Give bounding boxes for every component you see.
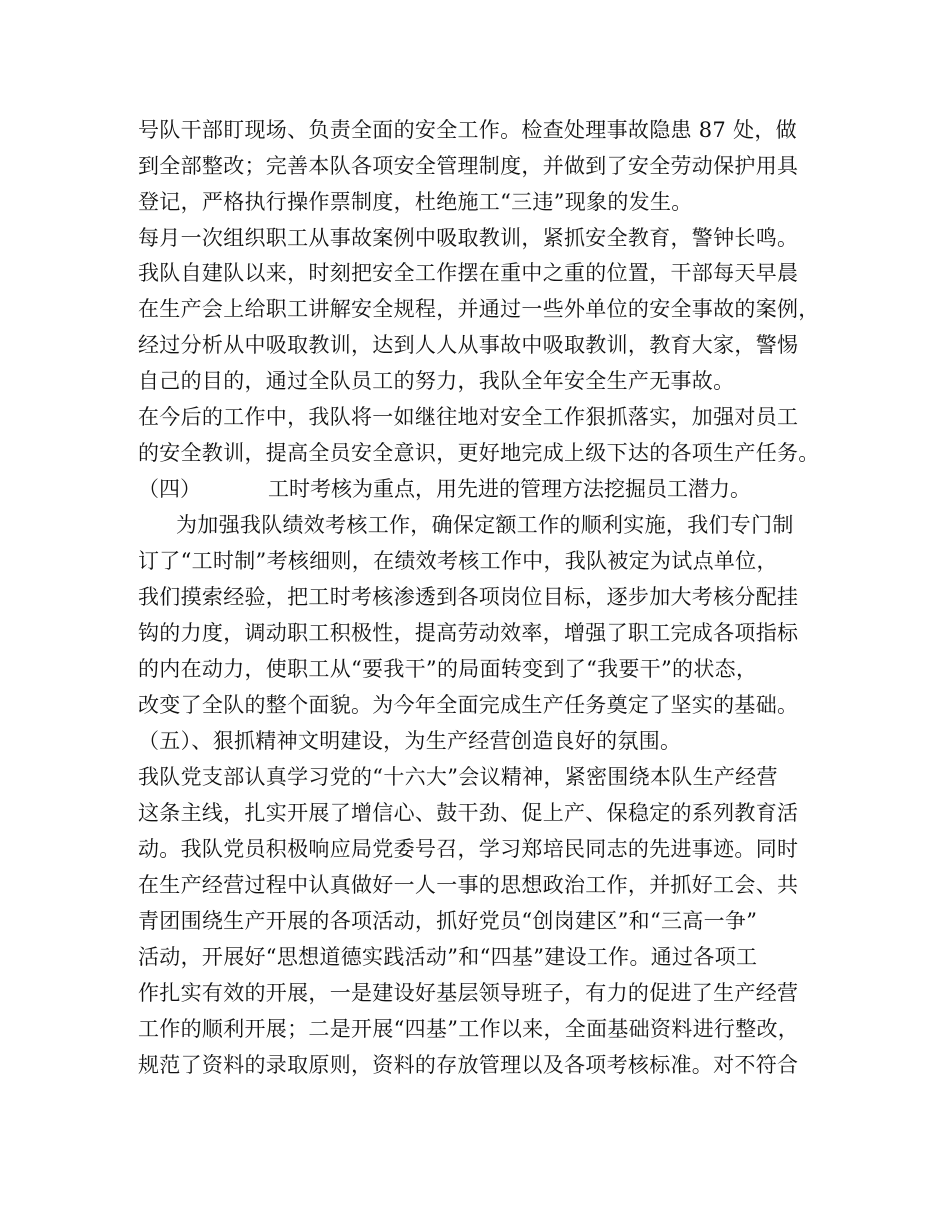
body-text-line: 的内在动力，使职工从“要我干”的局面转变到了“我要干”的状态， [138, 657, 758, 681]
body-text-line: 到全部整改；完善本队各项安全管理制度，并做到了安全劳动保护用具 [138, 154, 799, 178]
body-text-line: 青团围绕生产开展的各项活动，抓好党员“创岗建区”和“三高一争” [138, 909, 758, 933]
body-text-line: 在生产经营过程中认真做好一人一事的思想政治工作，并抓好工会、共 [138, 873, 799, 897]
body-text-line: 经过分析从中吸取教训，达到人人从事故中吸取教训，教育大家，警惕 [138, 333, 799, 357]
body-text-line: 我队党支部认真学习党的“十六大”会议精神，紧密围绕本队生产经营 [138, 765, 778, 789]
section-title: 工时考核为重点，用先进的管理方法挖掘员工潜力。 [268, 477, 751, 501]
body-text-line: 活动，开展好“思想道德实践活动”和“四基”建设工作。通过各项工 [138, 945, 758, 969]
body-text-line: 工作的顺利开展；二是开展“四基”工作以来，全面基础资料进行整改， [138, 1017, 800, 1041]
body-text-line: 的安全教训，提高全员安全意识，更好地完成上级下达的各项生产任务。 [138, 441, 820, 465]
body-text-line: 我们摸索经验，把工时考核渗透到各项岗位目标，逐步加大考核分配挂 [138, 585, 799, 609]
body-text-line: 规范了资料的录取原则，资料的存放管理以及各项考核标准。对不符合 [138, 1053, 799, 1077]
body-text-line: 订了“工时制”考核细则，在绩效考核工作中，我队被定为试点单位， [138, 549, 778, 573]
section-heading-5: （五）、狠抓精神文明建设，为生产经营创造良好的氛围。 [138, 729, 682, 753]
body-text-line: 每月一次组织职工从事故案例中吸取教训，紧抓安全教育，警钟长鸣。 [138, 226, 799, 250]
body-text-line: 作扎实有效的开展，一是建设好基层领导班子，有力的促进了生产经营 [138, 981, 799, 1005]
body-text-line: 我队自建队以来，时刻把安全工作摆在重中之重的位置，干部每天早晨 [138, 261, 799, 285]
body-text-line: 改变了全队的整个面貌。为今年全面完成生产任务奠定了坚实的基础。 [138, 693, 799, 717]
body-text-line: 这条主线，扎实开展了增信心、鼓干劲、促上产、保稳定的系列教育活 [138, 801, 799, 825]
body-text-line: 自己的目的，通过全队员工的努力，我队全年安全生产无事故。 [138, 369, 735, 393]
body-text-line: 在生产会上给职工讲解安全规程，并通过一些外单位的安全事故的案例， [138, 297, 820, 321]
body-text-line: 号队干部盯现场、负责全面的安全工作。检查处理事故隐患 87 处，做 [138, 118, 797, 142]
body-text-line: 钩的力度，调动职工积极性，提高劳动效率，增强了职工完成各项指标 [138, 621, 799, 645]
body-text-line: 登记，严格执行操作票制度，杜绝施工“三违”现象的发生。 [138, 190, 693, 214]
body-text-line: 为加强我队绩效考核工作，确保定额工作的顺利实施，我们专门制 [176, 513, 794, 537]
body-text-line: 在今后的工作中，我队将一如继往地对安全工作狠抓落实，加强对员工 [138, 405, 799, 429]
body-text-line: 动。我队党员积极响应局党委号召，学习郑培民同志的先进事迹。同时 [138, 837, 799, 861]
section-number: （四） [138, 477, 201, 501]
